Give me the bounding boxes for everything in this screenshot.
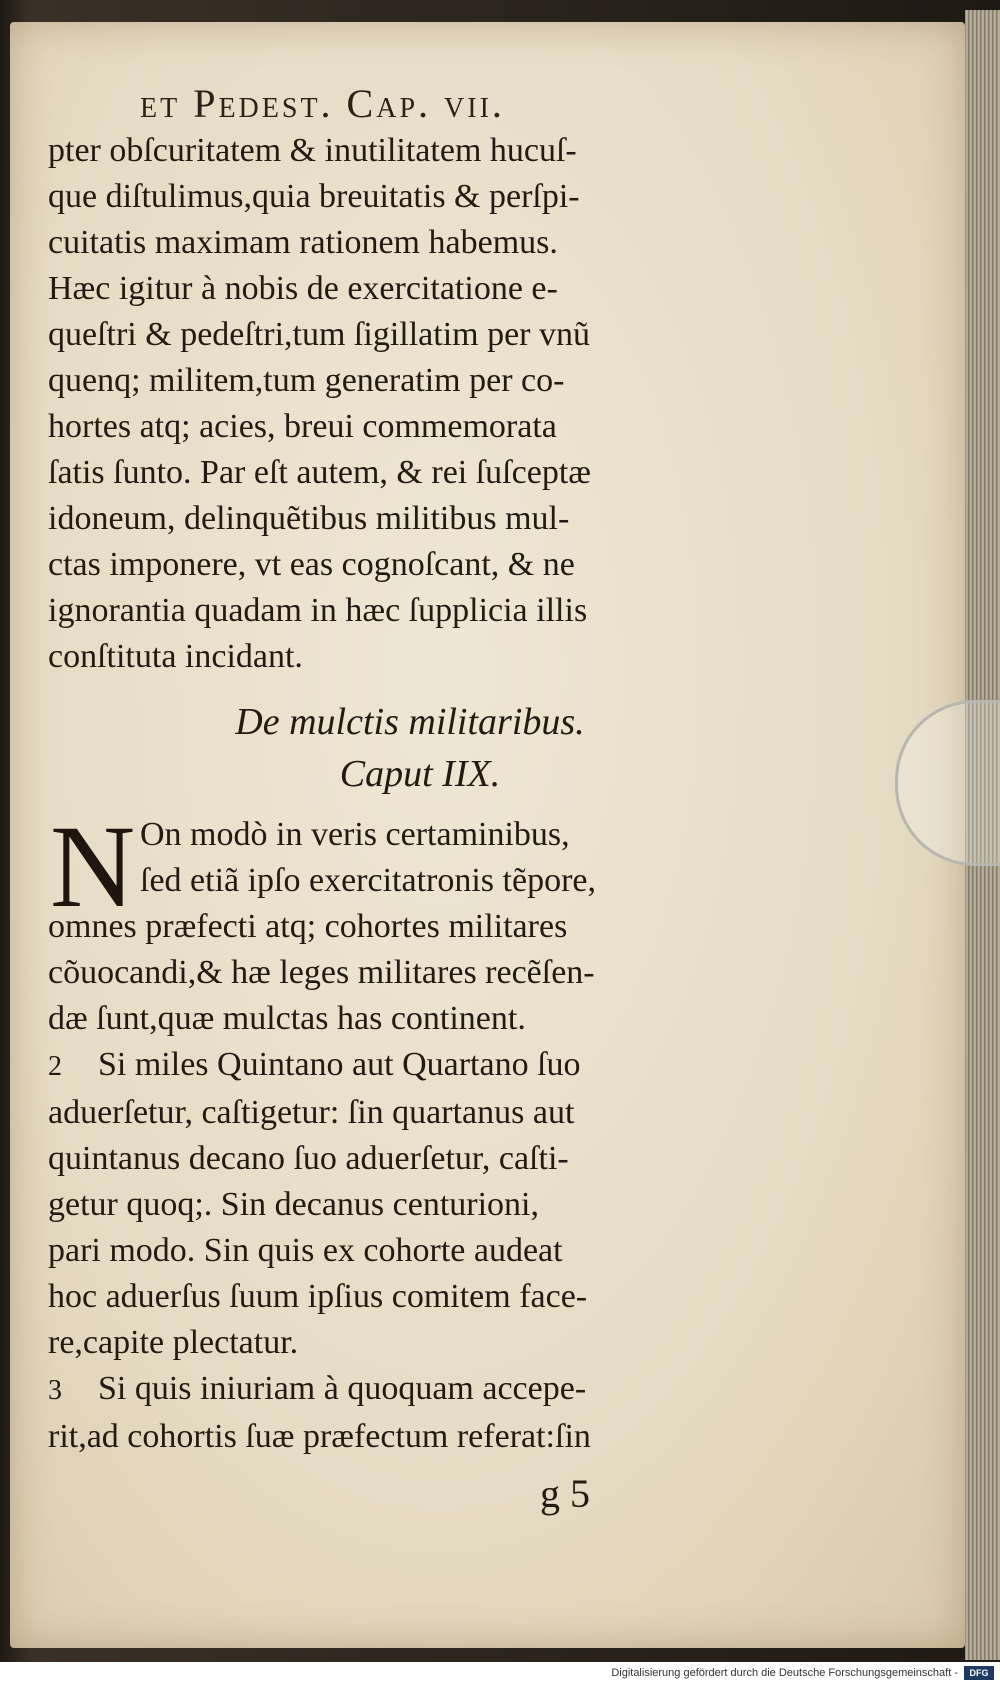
chapter-title: De mulctis militaribus. (235, 701, 585, 743)
drop-cap-initial: N (50, 801, 136, 932)
paragraph-number: 3 (48, 1375, 62, 1406)
text-line (48, 904, 768, 950)
text-line (48, 950, 768, 996)
text-line (48, 1414, 768, 1460)
text-line (48, 1136, 768, 1182)
text-line (48, 1366, 768, 1414)
line-text: cõuocandi,& hæ leges militares recẽſen- (48, 954, 595, 991)
text-line: ctas imponere, vt eas cognoſcant, & ne (48, 546, 575, 583)
text-line (48, 1274, 768, 1320)
text-line (48, 996, 768, 1042)
line-text: re,capite plectatur. (48, 1324, 299, 1361)
line-text: rit,ad cohortis ſuæ præfectum referat:ſin (48, 1418, 591, 1455)
text-line: Hæc igitur à nobis de exercitatione e- (48, 270, 558, 307)
line-text: Si quis iniuriam à quoquam accepe- (98, 1370, 587, 1407)
line-text: hoc aduerſus ſuum ipſius comitem face- (48, 1278, 588, 1315)
text-line (48, 1090, 768, 1136)
text-line (48, 1320, 768, 1366)
line-text: dæ ſunt,quæ mulctas has continent. (48, 1000, 526, 1037)
text-line (48, 1042, 768, 1090)
text-line (48, 1182, 768, 1228)
signature-mark: g 5 (540, 1471, 590, 1516)
text-line (48, 1228, 768, 1274)
dfg-logo-icon: DFG (964, 1666, 994, 1680)
text-line: conſtituta incidant. (48, 638, 303, 675)
chapter-number: Caput IIX. (339, 753, 501, 795)
text-line: queſtri & pedeſtri,tum ſigillatim per vnũ (48, 316, 591, 353)
footer-credit: Digitalisierung gefördert durch die Deutsche Forschungsgemeinschaft - (611, 1667, 958, 1679)
text-line: ſed etiã ipſo exercitatronis tẽpore, (140, 862, 596, 899)
text-line: idoneum, delinquẽtibus militibus mul- (48, 500, 570, 537)
line-text: Si miles Quintano aut Quartano ſuo (98, 1046, 581, 1083)
text-block-main (48, 904, 768, 1460)
text-block-top (48, 128, 768, 680)
line-text: omnes præfecti atq; cohortes militares (48, 908, 568, 945)
text-line: quenq; militem,tum generatim per co- (48, 362, 565, 399)
text-line: hortes atq; acies, breui commemorata (48, 408, 557, 445)
text-line: cuitatis maximam rationem habemus. (48, 224, 558, 261)
text-block-initial-lines (140, 812, 760, 904)
text-line: ignorantia quadam in hæc ſupplicia illis (48, 592, 588, 629)
paragraph-number: 2 (48, 1051, 62, 1082)
text-line: ſatis ſunto. Par eſt autem, & rei ſuſceptæ (48, 454, 591, 491)
line-text: aduerſetur, caſtigetur: ſin quartanus aut (48, 1094, 575, 1131)
text-line: On modò in veris certaminibus, (140, 816, 570, 853)
line-text: quintanus decano ſuo aduerſetur, caſti- (48, 1140, 569, 1177)
text-line: que diſtulimus,quia breuitatis & perſpi- (48, 178, 580, 215)
running-head: et Pedest. Cap. vii. (140, 81, 505, 126)
line-text: getur quoq;. Sin decanus centurioni, (48, 1186, 540, 1223)
line-text: pari modo. Sin quis ex cohorte audeat (48, 1232, 563, 1269)
text-line: pter obſcuritatem & inutilitatem hucuſ- (48, 132, 577, 169)
